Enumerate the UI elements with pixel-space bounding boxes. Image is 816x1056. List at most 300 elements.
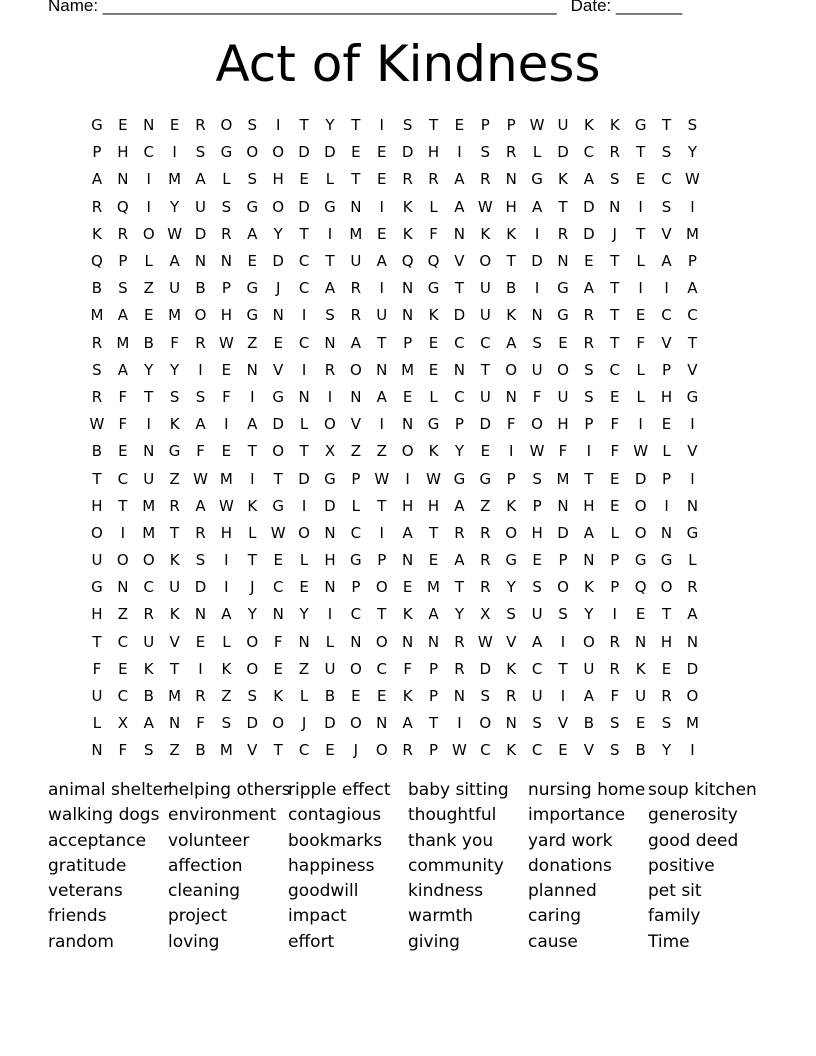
- grid-letter: Z: [480, 496, 491, 515]
- grid-letter: G: [686, 387, 699, 406]
- grid-letter: A: [454, 170, 465, 189]
- grid-letter: H: [660, 387, 673, 406]
- grid-letter: P: [662, 469, 672, 488]
- grid-letter: R: [609, 143, 620, 162]
- grid-letter: T: [299, 442, 309, 461]
- grid-letter: E: [143, 306, 154, 325]
- grid-letter: T: [454, 578, 464, 597]
- grid-letter: F: [92, 659, 102, 678]
- grid-letter: P: [558, 551, 568, 570]
- grid-letter: C: [454, 333, 465, 352]
- grid-letter: B: [324, 687, 336, 706]
- grid-letter: N: [583, 551, 595, 570]
- grid-letter: K: [635, 659, 646, 678]
- grid-letter: N: [557, 496, 569, 515]
- grid-letter: D: [453, 306, 466, 325]
- grid-letter: C: [480, 741, 491, 760]
- grid-letter: A: [428, 605, 439, 624]
- grid-letter: W: [529, 442, 545, 461]
- grid-letter: O: [246, 659, 259, 678]
- grid-letter: L: [351, 496, 361, 515]
- grid-letter: U: [531, 360, 543, 379]
- grid-letter: O: [349, 659, 362, 678]
- grid-letter: R: [195, 333, 206, 352]
- grid-letter: S: [532, 578, 542, 597]
- grid-letter: C: [298, 741, 310, 760]
- grid-letter: I: [198, 659, 203, 678]
- grid-letter: S: [195, 551, 206, 570]
- grid-letter: I: [638, 197, 643, 216]
- word-list-item: nursing home: [528, 780, 646, 800]
- grid-letter: O: [375, 632, 388, 651]
- grid-letter: V: [661, 224, 672, 243]
- grid-letter: O: [272, 197, 285, 216]
- grid-letter: P: [92, 143, 102, 162]
- word-list-item: loving: [168, 931, 220, 952]
- grid-letter: K: [428, 306, 439, 325]
- grid-letter: O: [349, 714, 362, 733]
- grid-letter: S: [247, 687, 258, 706]
- grid-letter: G: [427, 415, 440, 434]
- word-list-item: effort: [288, 931, 335, 952]
- grid-row: [84, 357, 705, 384]
- word-list-item: caring: [528, 906, 582, 927]
- grid-letter: R: [221, 224, 232, 243]
- grid-letter: S: [325, 306, 335, 325]
- grid-letter: R: [480, 523, 491, 542]
- word-list-item: acceptance: [48, 830, 147, 851]
- grid-letter: Y: [273, 224, 283, 243]
- grid-letter: G: [453, 469, 466, 488]
- grid-letter: C: [609, 360, 620, 379]
- grid-letter: W: [193, 469, 208, 488]
- grid-letter: A: [324, 279, 336, 298]
- grid-letter: O: [479, 252, 492, 271]
- grid-letter: I: [638, 415, 643, 434]
- grid-letter: N: [453, 687, 466, 706]
- grid-letter: G: [272, 496, 284, 515]
- grid-letter: T: [377, 496, 387, 515]
- grid-letter: P: [610, 578, 620, 597]
- grid-letter: I: [405, 469, 410, 488]
- grid-letter: T: [247, 442, 257, 461]
- grid-letter: U: [143, 469, 155, 488]
- grid-letter: E: [351, 143, 361, 162]
- grid-letter: C: [376, 659, 387, 678]
- grid-letter: Y: [584, 605, 594, 624]
- grid-letter: A: [221, 605, 232, 624]
- grid-letter: O: [557, 360, 569, 379]
- grid-letter: A: [454, 496, 465, 515]
- grid-letter: N: [350, 197, 362, 216]
- grid-letter: W: [270, 523, 286, 542]
- grid-letter: T: [636, 224, 646, 243]
- word-list-item: importance: [528, 805, 626, 826]
- grid-letter: C: [298, 333, 310, 352]
- grid-letter: B: [91, 279, 103, 298]
- grid-letter: G: [246, 306, 259, 325]
- grid-letter: R: [117, 224, 129, 243]
- grid-letter: V: [273, 360, 284, 379]
- grid-letter: K: [506, 224, 517, 243]
- grid-letter: N: [402, 306, 414, 325]
- grid-letter: R: [480, 578, 491, 597]
- grid-letter: W: [374, 469, 390, 488]
- grid-letter: N: [350, 387, 362, 406]
- grid-letter: E: [351, 687, 361, 706]
- grid-letter: R: [91, 197, 103, 216]
- grid-letter: E: [635, 306, 646, 325]
- grid-letter: I: [379, 523, 384, 542]
- grid-letter: G: [220, 143, 233, 162]
- grid-letter: N: [453, 224, 466, 243]
- grid-letter: Y: [247, 605, 257, 624]
- grid-letter: G: [91, 116, 103, 135]
- grid-letter: T: [377, 605, 387, 624]
- grid-letter: F: [429, 224, 438, 243]
- grid-letter: E: [635, 170, 646, 189]
- grid-letter: O: [686, 687, 699, 706]
- grid-letter: C: [350, 523, 362, 542]
- grid-letter: Z: [350, 442, 361, 461]
- grid-letter: M: [219, 469, 233, 488]
- grid-letter: T: [170, 523, 180, 542]
- grid-letter: W: [167, 224, 183, 243]
- grid-letter: O: [505, 523, 518, 542]
- grid-letter: I: [612, 605, 617, 624]
- grid-letter: E: [584, 252, 594, 271]
- grid-letter: H: [91, 496, 103, 515]
- grid-letter: H: [660, 632, 673, 651]
- grid-row: [84, 493, 705, 520]
- word-list-item: soup kitchen: [648, 780, 757, 800]
- grid-letter: Y: [506, 578, 516, 597]
- grid-letter: F: [532, 387, 542, 406]
- grid-letter: I: [690, 415, 695, 434]
- word-list-item: giving: [408, 931, 460, 952]
- grid-letter: S: [247, 170, 258, 189]
- word-list-item: environment: [168, 805, 277, 826]
- word-list-item: ripple effect: [288, 780, 391, 800]
- grid-letter: E: [480, 442, 491, 461]
- grid-letter: D: [479, 659, 492, 678]
- word-list-item: community: [408, 855, 504, 876]
- grid-letter: H: [401, 496, 414, 515]
- grid-letter: F: [610, 442, 620, 461]
- grid-letter: T: [428, 523, 439, 542]
- grid-letter: K: [583, 116, 594, 135]
- grid-letter: E: [247, 252, 258, 271]
- grid-letter: I: [327, 387, 333, 406]
- grid-letter: C: [143, 143, 154, 162]
- grid-letter: D: [298, 469, 310, 488]
- grid-letter: P: [506, 469, 516, 488]
- grid-letter: P: [429, 741, 439, 760]
- grid-letter: L: [325, 170, 335, 189]
- grid-letter: A: [583, 279, 594, 298]
- grid-letter: H: [427, 143, 440, 162]
- grid-letter: S: [247, 116, 258, 135]
- grid-letter: L: [429, 197, 438, 216]
- grid-letter: T: [636, 143, 646, 162]
- grid-letter: A: [247, 415, 258, 434]
- word-list-item: kindness: [408, 881, 484, 902]
- grid-letter: R: [505, 143, 517, 162]
- grid-letter: E: [635, 714, 646, 733]
- grid-letter: I: [664, 279, 669, 298]
- grid-letter: N: [324, 523, 336, 542]
- grid-letter: C: [454, 387, 465, 406]
- grid-letter: I: [379, 279, 384, 298]
- header-line: [48, 0, 682, 16]
- grid-letter: K: [428, 442, 439, 461]
- grid-row: [84, 166, 705, 193]
- grid-letter: I: [146, 415, 151, 434]
- page-title: Act of Kindness: [215, 35, 601, 93]
- word-list-item: goodwill: [288, 881, 359, 902]
- grid-row: [84, 574, 705, 601]
- grid-letter: K: [583, 578, 594, 597]
- grid-letter: K: [273, 687, 284, 706]
- grid-letter: I: [534, 279, 540, 298]
- grid-letter: I: [301, 360, 307, 379]
- grid-letter: A: [454, 551, 465, 570]
- grid-letter: A: [376, 387, 387, 406]
- grid-letter: Y: [454, 605, 464, 624]
- grid-row: [84, 629, 705, 656]
- grid-letter: G: [479, 469, 492, 488]
- grid-letter: S: [169, 387, 180, 406]
- grid-letter: E: [428, 360, 439, 379]
- grid-letter: A: [195, 170, 206, 189]
- grid-letter: Z: [221, 687, 232, 706]
- grid-letter: O: [194, 306, 207, 325]
- date-field-label: Date: _______: [570, 0, 683, 15]
- grid-letter: R: [505, 687, 517, 706]
- grid-row: [84, 221, 705, 248]
- grid-letter: W: [426, 469, 441, 488]
- grid-letter: R: [402, 741, 413, 760]
- grid-letter: S: [532, 333, 542, 352]
- grid-letter: G: [350, 551, 362, 570]
- grid-letter: K: [506, 659, 517, 678]
- grid-letter: X: [324, 442, 336, 461]
- grid-letter: S: [609, 714, 620, 733]
- grid-letter: G: [324, 469, 336, 488]
- grid-letter: B: [635, 741, 646, 760]
- grid-letter: U: [195, 197, 206, 216]
- grid-letter: M: [142, 523, 156, 542]
- grid-letter: D: [686, 659, 699, 678]
- grid-letter: H: [427, 496, 440, 515]
- grid-letter: I: [690, 469, 695, 488]
- grid-letter: S: [221, 197, 232, 216]
- grid-letter: N: [505, 170, 517, 189]
- grid-letter: L: [299, 415, 309, 434]
- grid-letter: I: [664, 496, 669, 515]
- grid-letter: E: [273, 333, 283, 352]
- grid-letter: D: [194, 224, 207, 243]
- grid-letter: N: [246, 360, 258, 379]
- grid-letter: T: [351, 170, 361, 189]
- word-list-item: positive: [648, 855, 715, 876]
- grid-letter: C: [661, 170, 672, 189]
- grid-letter: S: [532, 469, 542, 488]
- grid-letter: O: [557, 578, 569, 597]
- grid-letter: F: [636, 333, 645, 352]
- grid-letter: T: [610, 306, 620, 325]
- grid-letter: S: [506, 605, 516, 624]
- grid-row: [84, 465, 705, 492]
- grid-letter: V: [687, 442, 698, 461]
- grid-letter: U: [376, 306, 388, 325]
- grid-letter: A: [531, 632, 543, 651]
- grid-letter: U: [350, 252, 362, 271]
- grid-letter: C: [661, 306, 672, 325]
- grid-letter: I: [690, 197, 695, 216]
- grid-letter: P: [377, 551, 387, 570]
- grid-letter: R: [480, 170, 491, 189]
- grid-letter: S: [195, 143, 206, 162]
- word-list-item: good deed: [648, 830, 739, 851]
- grid-letter: B: [143, 333, 154, 352]
- grid-letter: K: [402, 687, 413, 706]
- grid-letter: I: [508, 442, 514, 461]
- grid-row: [84, 330, 705, 357]
- grid-letter: L: [429, 387, 438, 406]
- grid-letter: T: [247, 551, 257, 570]
- grid-letter: I: [146, 197, 151, 216]
- word-list-item: thoughtful: [408, 805, 497, 826]
- grid-letter: T: [506, 252, 516, 271]
- grid-letter: I: [560, 687, 566, 706]
- grid-letter: R: [454, 632, 465, 651]
- grid-letter: L: [248, 523, 257, 542]
- grid-letter: N: [505, 387, 517, 406]
- grid-letter: D: [531, 252, 543, 271]
- word-list-item: baby sitting: [408, 780, 509, 800]
- grid-letter: Y: [454, 442, 464, 461]
- grid-letter: S: [558, 605, 568, 624]
- grid-letter: N: [324, 333, 336, 352]
- grid-letter: E: [402, 578, 413, 597]
- grid-letter: N: [91, 741, 103, 760]
- grid-letter: W: [477, 632, 493, 651]
- grid-letter: S: [661, 197, 672, 216]
- grid-letter: H: [505, 197, 517, 216]
- grid-letter: W: [218, 333, 234, 352]
- grid-letter: Y: [170, 360, 180, 379]
- grid-letter: I: [301, 306, 307, 325]
- grid-letter: O: [349, 360, 362, 379]
- grid-letter: C: [117, 687, 129, 706]
- grid-row: [84, 520, 705, 547]
- grid-letter: V: [350, 415, 361, 434]
- grid-letter: E: [610, 469, 620, 488]
- grid-letter: H: [272, 170, 284, 189]
- grid-letter: P: [429, 687, 439, 706]
- grid-letter: F: [222, 387, 231, 406]
- grid-letter: K: [402, 605, 413, 624]
- grid-letter: L: [610, 523, 619, 542]
- grid-letter: P: [687, 252, 697, 271]
- grid-letter: N: [376, 360, 388, 379]
- grid-letter: E: [428, 551, 439, 570]
- grid-letter: I: [120, 523, 126, 542]
- grid-letter: V: [661, 333, 672, 352]
- grid-letter: M: [427, 578, 440, 597]
- grid-letter: N: [402, 551, 414, 570]
- grid-letter: K: [506, 496, 517, 515]
- grid-letter: N: [143, 442, 155, 461]
- word-list-item: cleaning: [168, 881, 241, 902]
- grid-letter: S: [480, 143, 491, 162]
- grid-row: [84, 248, 705, 275]
- grid-row: [84, 384, 705, 411]
- grid-letter: J: [612, 224, 617, 243]
- grid-letter: J: [353, 741, 359, 760]
- grid-letter: D: [246, 714, 259, 733]
- grid-letter: C: [117, 632, 129, 651]
- grid-letter: K: [402, 224, 413, 243]
- grid-letter: C: [272, 578, 284, 597]
- grid-letter: N: [453, 360, 466, 379]
- grid-letter: T: [351, 116, 361, 135]
- grid-letter: G: [531, 170, 543, 189]
- grid-letter: P: [454, 415, 464, 434]
- grid-letter: S: [143, 741, 154, 760]
- grid-letter: K: [558, 170, 568, 189]
- grid-letter: F: [196, 442, 205, 461]
- grid-letter: C: [350, 605, 362, 624]
- grid-letter: G: [505, 551, 517, 570]
- grid-letter: Z: [169, 469, 180, 488]
- grid-letter: I: [250, 469, 255, 488]
- grid-letter: R: [169, 496, 180, 515]
- grid-letter: U: [324, 659, 336, 678]
- grid-letter: W: [89, 415, 105, 434]
- grid-letter: U: [479, 306, 491, 325]
- grid-letter: C: [687, 306, 698, 325]
- grid-letter: D: [272, 252, 284, 271]
- grid-letter: U: [91, 687, 103, 706]
- grid-letter: T: [454, 279, 464, 298]
- grid-letter: V: [687, 360, 698, 379]
- grid-letter: B: [506, 279, 517, 298]
- grid-letter: T: [118, 496, 128, 515]
- grid-letter: Y: [144, 360, 154, 379]
- grid-letter: T: [428, 116, 439, 135]
- grid-letter: P: [610, 551, 620, 570]
- grid-letter: P: [118, 252, 128, 271]
- grid-letter: I: [379, 116, 384, 135]
- grid-letter: S: [195, 387, 206, 406]
- grid-letter: R: [480, 551, 491, 570]
- grid-letter: T: [428, 714, 439, 733]
- grid-row: [84, 302, 705, 329]
- word-list-item: friends: [48, 906, 107, 927]
- grid-letter: L: [325, 632, 335, 651]
- grid-letter: O: [142, 224, 155, 243]
- grid-letter: Z: [247, 333, 258, 352]
- grid-letter: R: [91, 333, 103, 352]
- grid-letter: T: [558, 197, 568, 216]
- grid-letter: R: [583, 306, 595, 325]
- grid-letter: A: [91, 170, 103, 189]
- grid-letter: J: [301, 714, 307, 733]
- grid-letter: I: [586, 442, 592, 461]
- grid-letter: P: [221, 279, 231, 298]
